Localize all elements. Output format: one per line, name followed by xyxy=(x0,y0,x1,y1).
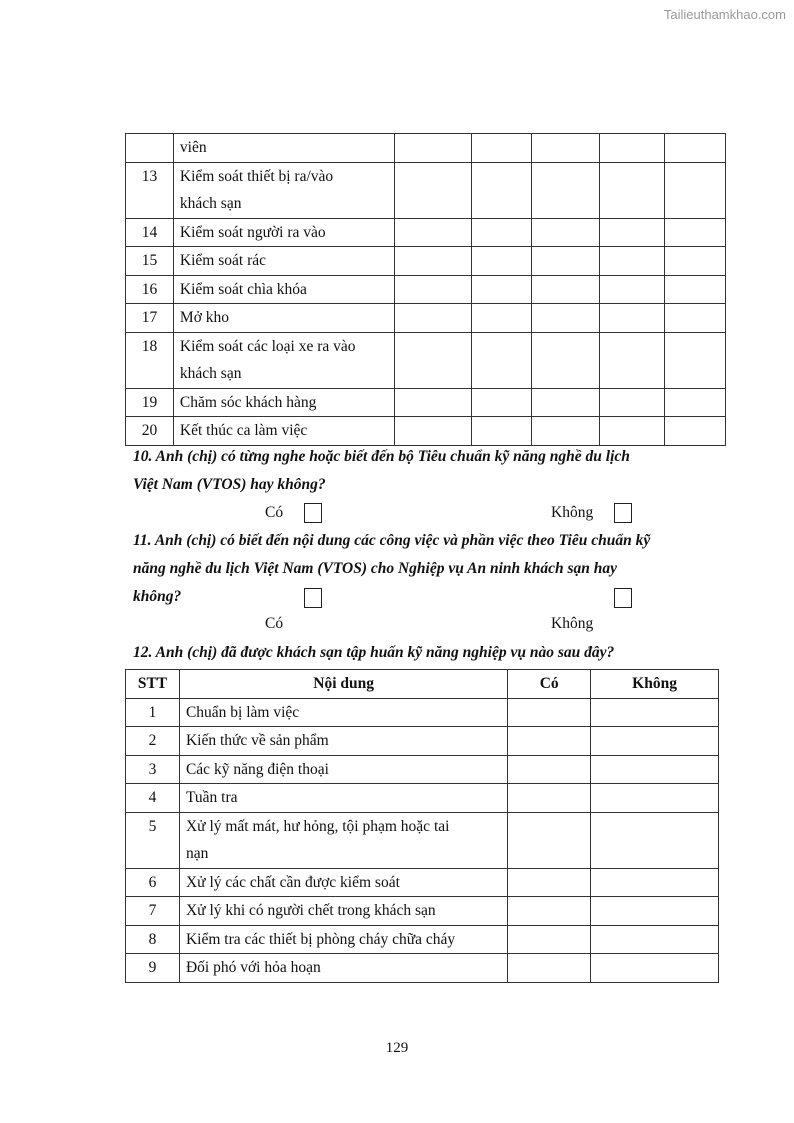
stt-cell: 2 xyxy=(126,727,180,756)
yes-answer-cell[interactable] xyxy=(508,897,591,926)
yes-answer-cell[interactable] xyxy=(508,727,591,756)
q11-yes-label: Có xyxy=(265,615,284,632)
content-cell xyxy=(173,332,394,388)
yes-answer-cell[interactable] xyxy=(508,925,591,954)
cell-text-line: Kiểm soát thiết bị ra/vào xyxy=(179,167,334,185)
stt-cell: 16 xyxy=(126,275,174,304)
header-no: Không xyxy=(591,670,719,699)
table-row xyxy=(126,275,726,304)
table-row xyxy=(126,134,726,163)
stt-cell: 6 xyxy=(126,868,180,897)
table-row xyxy=(126,812,719,868)
table-row xyxy=(126,417,726,446)
yes-answer-cell[interactable] xyxy=(508,954,591,983)
content-cell xyxy=(173,162,394,218)
answer-cell[interactable] xyxy=(532,275,600,304)
table-row xyxy=(126,727,719,756)
cell-text-line: Các kỹ năng điện thoại xyxy=(185,760,329,778)
answer-cell[interactable] xyxy=(600,417,665,446)
content-cell xyxy=(179,812,507,868)
cell-text-line: Tuần tra xyxy=(185,789,238,806)
answer-cell[interactable] xyxy=(600,304,665,333)
survey-table-continued xyxy=(125,133,726,446)
no-answer-cell[interactable] xyxy=(591,727,719,756)
q10-yes-checkbox[interactable] xyxy=(304,503,322,523)
answer-cell[interactable] xyxy=(394,304,472,333)
no-answer-cell[interactable] xyxy=(591,925,719,954)
answer-cell[interactable] xyxy=(532,162,600,218)
question-11-line-1: 11. Anh (chị) có biết đến nội dung các công việc và phần việc theo Tiêu chuẩn kỹ xyxy=(133,532,651,549)
stt-cell: 4 xyxy=(126,784,180,813)
cell-text-line: Xử lý mất mát, hư hỏng, tội phạm hoặc tai xyxy=(185,817,450,835)
answer-cell[interactable] xyxy=(665,218,726,247)
answer-cell[interactable] xyxy=(394,332,472,388)
no-answer-cell[interactable] xyxy=(591,954,719,983)
q10-no-label: Không xyxy=(551,504,594,521)
q11-no-checkbox[interactable] xyxy=(614,588,632,608)
training-skills-table xyxy=(125,669,719,983)
table-row xyxy=(126,332,726,388)
content-cell xyxy=(179,755,507,784)
answer-cell[interactable] xyxy=(472,275,532,304)
cell-text-line: khách sạn xyxy=(179,195,242,212)
answer-cell[interactable] xyxy=(472,162,532,218)
stt-cell: 3 xyxy=(126,755,180,784)
answer-cell[interactable] xyxy=(532,417,600,446)
yes-answer-cell[interactable] xyxy=(508,755,591,784)
content-cell xyxy=(179,698,507,727)
content-cell xyxy=(173,218,394,247)
table-row xyxy=(126,784,719,813)
stt-cell: 5 xyxy=(126,812,180,868)
stt-cell: 18 xyxy=(126,332,174,388)
page-number: 129 xyxy=(385,1040,409,1056)
question-10-line-1: 10. Anh (chị) có từng nghe hoặc biết đến bộ Tiêu chuẩn kỹ năng nghề du lịch xyxy=(133,448,630,465)
stt-cell: 8 xyxy=(126,925,180,954)
answer-cell[interactable] xyxy=(532,134,600,163)
answer-cell[interactable] xyxy=(472,218,532,247)
table-row xyxy=(126,925,719,954)
cell-text-line: viên xyxy=(179,139,207,156)
table-row xyxy=(126,218,726,247)
table-header-row xyxy=(126,670,719,699)
no-answer-cell[interactable] xyxy=(591,698,719,727)
table-row xyxy=(126,698,719,727)
content-cell xyxy=(179,925,507,954)
answer-cell[interactable] xyxy=(472,388,532,417)
answer-cell[interactable] xyxy=(532,304,600,333)
header-yes: Có xyxy=(508,670,591,699)
yes-answer-cell[interactable] xyxy=(508,868,591,897)
cell-text-line: Chuẩn bị làm việc xyxy=(185,703,300,721)
stt-cell: 1 xyxy=(126,698,180,727)
content-cell xyxy=(179,727,507,756)
cell-text-line: Kiểm soát người ra vào xyxy=(179,223,326,241)
answer-cell[interactable] xyxy=(472,247,532,276)
stt-cell: 15 xyxy=(126,247,174,276)
no-answer-cell[interactable] xyxy=(591,784,719,813)
answer-cell[interactable] xyxy=(532,388,600,417)
answer-cell[interactable] xyxy=(665,332,726,388)
cell-text-line: Kiểm soát rác xyxy=(179,252,266,269)
answer-cell[interactable] xyxy=(665,134,726,163)
cell-text-line: nạn xyxy=(185,845,209,862)
content-cell xyxy=(173,417,394,446)
stt-cell: 13 xyxy=(126,162,174,218)
yes-answer-cell[interactable] xyxy=(508,698,591,727)
answer-cell[interactable] xyxy=(600,388,665,417)
answer-cell[interactable] xyxy=(394,275,472,304)
cell-text-line: Kiểm soát chìa khóa xyxy=(179,280,307,298)
answer-cell[interactable] xyxy=(665,417,726,446)
table-row xyxy=(126,162,726,218)
content-cell xyxy=(173,275,394,304)
no-answer-cell[interactable] xyxy=(591,812,719,868)
answer-cell[interactable] xyxy=(394,162,472,218)
answer-cell[interactable] xyxy=(600,332,665,388)
stt-cell: 14 xyxy=(126,218,174,247)
question-10 xyxy=(133,443,630,499)
content-cell xyxy=(179,897,507,926)
answer-cell[interactable] xyxy=(600,275,665,304)
no-answer-cell[interactable] xyxy=(591,868,719,897)
content-cell xyxy=(173,134,394,163)
yes-answer-cell[interactable] xyxy=(508,812,591,868)
answer-cell[interactable] xyxy=(600,218,665,247)
table-row xyxy=(126,388,726,417)
cell-text-line: Kết thúc ca làm việc xyxy=(179,422,308,439)
answer-cell[interactable] xyxy=(665,247,726,276)
no-answer-cell[interactable] xyxy=(591,897,719,926)
content-cell xyxy=(173,388,394,417)
content-cell xyxy=(179,868,507,897)
cell-text-line: Đối phó với hỏa hoạn xyxy=(185,959,321,976)
answer-cell[interactable] xyxy=(532,332,600,388)
answer-cell[interactable] xyxy=(665,304,726,333)
content-cell xyxy=(173,304,394,333)
cell-text-line: Kiểm soát các loại xe ra vào xyxy=(179,337,356,355)
q10-yes-label: Có xyxy=(265,504,284,521)
answer-cell[interactable] xyxy=(472,304,532,333)
stt-cell: 19 xyxy=(126,388,174,417)
cell-text-line: Xử lý khi có người chết trong khách sạn xyxy=(185,902,436,919)
cell-text-line: Mở kho xyxy=(179,309,230,326)
answer-cell[interactable] xyxy=(472,332,532,388)
stt-cell xyxy=(126,134,174,163)
question-12-title: 12. Anh (chị) đã được khách sạn tập huấn kỹ năng nghiệp vụ nào sau đây? xyxy=(133,644,615,661)
table-row xyxy=(126,954,719,983)
answer-cell[interactable] xyxy=(394,388,472,417)
answer-cell[interactable] xyxy=(394,417,472,446)
answer-cell[interactable] xyxy=(472,417,532,446)
table-row xyxy=(126,868,719,897)
answer-cell[interactable] xyxy=(665,162,726,218)
cell-text-line: Kiểm tra các thiết bị phòng cháy chữa cháy xyxy=(185,930,456,948)
answer-cell[interactable] xyxy=(600,247,665,276)
cell-text-line: Kiến thức về sản phẩm xyxy=(185,732,329,749)
table-row xyxy=(126,304,726,333)
answer-cell[interactable] xyxy=(394,218,472,247)
q10-no-checkbox[interactable] xyxy=(614,503,632,523)
question-10-line-2: Việt Nam (VTOS) hay không? xyxy=(133,476,326,493)
content-cell xyxy=(179,784,507,813)
answer-cell[interactable] xyxy=(394,247,472,276)
answer-cell[interactable] xyxy=(665,275,726,304)
header-content: Nội dung xyxy=(179,670,507,699)
yes-answer-cell[interactable] xyxy=(508,784,591,813)
answer-cell[interactable] xyxy=(532,247,600,276)
answer-cell[interactable] xyxy=(665,388,726,417)
stt-cell: 17 xyxy=(126,304,174,333)
q11-no-label: Không xyxy=(551,615,594,632)
q11-yes-checkbox[interactable] xyxy=(304,588,322,608)
cell-text-line: Chăm sóc khách hàng xyxy=(179,393,317,411)
content-cell xyxy=(179,954,507,983)
watermark: Tailieuthamkhao.com xyxy=(663,7,786,22)
content-cell xyxy=(173,247,394,276)
table-row xyxy=(126,247,726,276)
answer-cell[interactable] xyxy=(600,134,665,163)
table-row xyxy=(126,755,719,784)
answer-cell[interactable] xyxy=(600,162,665,218)
stt-cell: 7 xyxy=(126,897,180,926)
table-row xyxy=(126,897,719,926)
cell-text-line: khách sạn xyxy=(179,365,242,382)
answer-cell[interactable] xyxy=(532,218,600,247)
no-answer-cell[interactable] xyxy=(591,755,719,784)
question-11-line-2: năng nghề du lịch Việt Nam (VTOS) cho Nghiệp vụ An ninh khách sạn hay xyxy=(133,560,618,577)
cell-text-line: Xử lý các chất cần được kiểm soát xyxy=(185,873,400,891)
header-stt: STT xyxy=(126,670,180,699)
answer-cell[interactable] xyxy=(394,134,472,163)
stt-cell: 20 xyxy=(126,417,174,446)
answer-cell[interactable] xyxy=(472,134,532,163)
stt-cell: 9 xyxy=(126,954,180,983)
question-11-line-3: không? xyxy=(133,588,182,605)
question-11 xyxy=(133,527,650,611)
